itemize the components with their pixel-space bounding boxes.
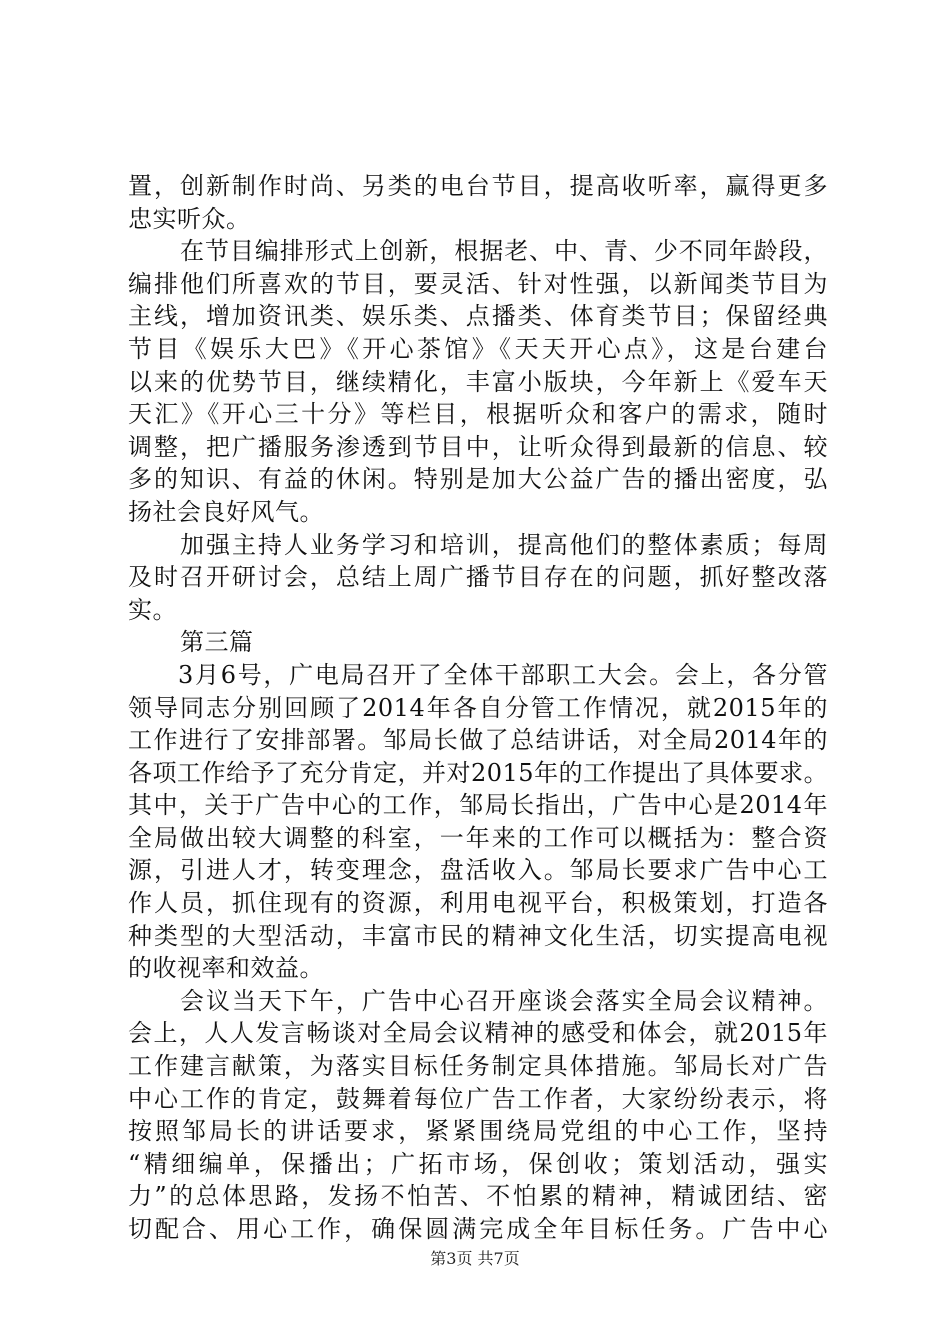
text-line: 实。 [128, 595, 177, 624]
text-line: 忠实听众。 [128, 204, 251, 233]
text-line: 会上，人人发言畅谈对全局会议精神的感受和体会，就2015年 [128, 1019, 828, 1048]
text-line: 作人员，抓住现有的资源，利用电视平台，积极策划，打造各 [128, 889, 828, 918]
paragraph-start-line: 在节目编排形式上创新，根据老、中、青、少不同年龄段， [180, 237, 828, 266]
text-line: 工作进行了安排部署。邹局长做了总结讲话，对全局2014年的 [128, 726, 828, 755]
text-line: 按照邹局长的讲话要求，紧紧围绕局党组的中心工作，坚持 [128, 1117, 828, 1146]
text-line: 种类型的大型活动，丰富市民的精神文化生活，切实提高电视 [128, 921, 828, 950]
text-line: 扬社会良好风气。 [128, 497, 324, 526]
text-line: 主线，增加资讯类、娱乐类、点播类、体育类节目；保留经典 [128, 302, 828, 331]
section-heading: 第三篇 [180, 628, 254, 657]
text-line: 编排他们所喜欢的节目，要灵活、针对性强，以新闻类节目为 [128, 269, 828, 298]
text-line: 工作建言献策，为落实目标任务制定具体措施。邹局长对广告 [128, 1052, 828, 1081]
text-line: 领导同志分别回顾了2014年各自分管工作情况，就2015年的 [128, 693, 828, 722]
text-line: 以来的优势节目，继续精化，丰富小版块，今年新上《爱车天 [128, 367, 828, 396]
text-line: 及时召开研讨会，总结上周广播节目存在的问题，抓好整改落 [128, 563, 828, 592]
document-body [128, 170, 828, 1246]
text-line: 其中，关于广告中心的工作，邹局长指出，广告中心是2014年 [128, 791, 828, 820]
text-line: 置，创新制作时尚、另类的电台节目，提高收听率，赢得更多 [128, 172, 828, 200]
paragraph-start-line: 加强主持人业务学习和培训，提高他们的整体素质；每周 [180, 530, 828, 559]
text-line: 中心工作的肯定，鼓舞着每位广告工作者，大家纷纷表示，将 [128, 1084, 828, 1113]
text-line: 的收视率和效益。 [128, 954, 324, 983]
text-line: 多的知识、有益的休闲。特别是加大公益广告的播出密度，弘 [128, 465, 828, 494]
page-number-footer: 第3页 共7页 [430, 1249, 520, 1268]
text-line: 调整，把广播服务渗透到节目中，让听众得到最新的信息、较 [128, 432, 828, 461]
text-line: 力”的总体思路，发扬不怕苦、不怕累的精神，精诚团结、密 [128, 1182, 828, 1211]
text-line: 各项工作给予了充分肯定，并对2015年的工作提出了具体要求。 [128, 758, 829, 787]
paragraph-start-line: 3月6号，广电局召开了全体干部职工大会。会上，各分管 [178, 660, 828, 689]
text-line: 节目《娱乐大巴》《开心茶馆》《天天开心点》，这是台建台 [128, 334, 828, 363]
text-line: 天汇》《开心三十分》等栏目，根据听众和客户的需求，随时 [128, 400, 828, 429]
text-line: 源，引进人才，转变理念，盘活收入。邹局长要求广告中心工 [128, 856, 828, 885]
text-line: 全局做出较大调整的科室，一年来的工作可以概括为：整合资 [128, 823, 828, 852]
text-line: 切配合、用心工作，确保圆满完成全年目标任务。广告中心 [128, 1215, 828, 1243]
paragraph-start-line: 会议当天下午，广告中心召开座谈会落实全局会议精神。 [180, 986, 828, 1015]
text-line: “精细编单，保播出；广拓市场，保创收；策划活动，强实 [128, 1149, 828, 1178]
